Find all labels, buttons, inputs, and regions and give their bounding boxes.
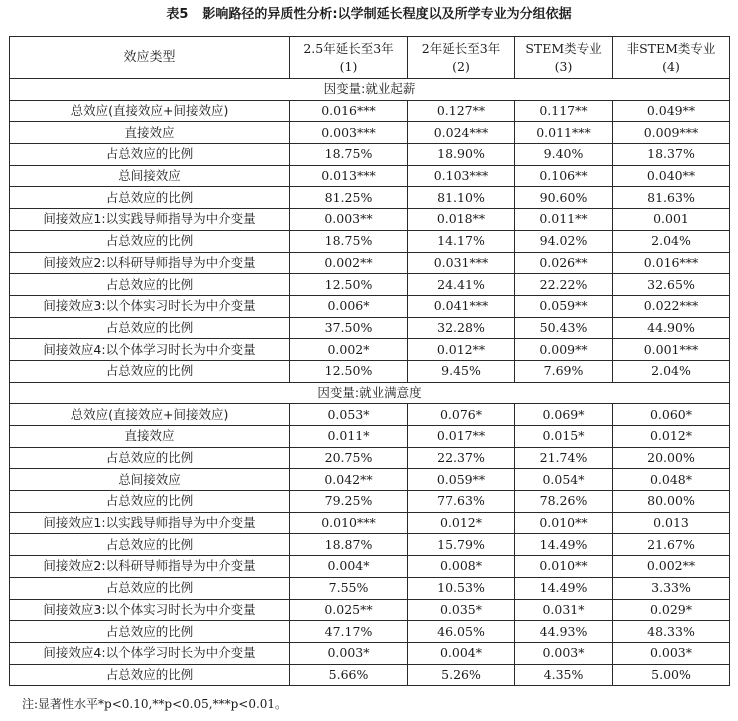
- value-cell: 0.016***: [290, 100, 408, 122]
- value-cell: 18.87%: [290, 534, 408, 556]
- value-cell: 0.006*: [290, 295, 408, 317]
- column-header-title: STEM类专业: [525, 40, 602, 56]
- value-cell: 78.26%: [515, 491, 613, 513]
- value-cell: 0.004*: [408, 642, 515, 664]
- value-cell: 18.75%: [290, 230, 408, 252]
- value-cell: 0.003**: [290, 209, 408, 231]
- value-cell: 0.076*: [408, 404, 515, 426]
- row-label: 间接效应3:以个体实习时长为中介变量: [10, 295, 290, 317]
- value-cell: 0.069*: [515, 404, 613, 426]
- value-cell: 0.060*: [613, 404, 730, 426]
- value-cell: 0.002*: [290, 339, 408, 361]
- value-cell: 37.50%: [290, 317, 408, 339]
- value-cell: 0.106**: [515, 165, 613, 187]
- value-cell: 0.048*: [613, 469, 730, 491]
- row-label: 占总效应的比例: [10, 360, 290, 382]
- value-cell: 18.37%: [613, 144, 730, 166]
- value-cell: 0.012*: [408, 512, 515, 534]
- value-cell: 44.90%: [613, 317, 730, 339]
- table-row: [10, 317, 730, 339]
- table-row: [10, 556, 730, 578]
- column-header-index: (4): [662, 58, 680, 74]
- column-header-index: (2): [452, 58, 470, 74]
- value-cell: 0.003*: [515, 642, 613, 664]
- value-cell: 5.66%: [290, 664, 408, 686]
- row-label: 总间接效应: [10, 469, 290, 491]
- table-row: [10, 339, 730, 361]
- column-header-2: [408, 37, 515, 79]
- value-cell: 94.02%: [515, 230, 613, 252]
- value-cell: 20.75%: [290, 447, 408, 469]
- value-cell: 0.026**: [515, 252, 613, 274]
- section-title: 因变量:就业起薪: [10, 79, 730, 101]
- row-label: 间接效应4:以个体学习时长为中介变量: [10, 642, 290, 664]
- table-row: [10, 599, 730, 621]
- value-cell: 0.018**: [408, 209, 515, 231]
- value-cell: 0.041***: [408, 295, 515, 317]
- value-cell: 0.042**: [290, 469, 408, 491]
- value-cell: 14.49%: [515, 577, 613, 599]
- row-label: 占总效应的比例: [10, 491, 290, 513]
- table-number: 表5: [166, 7, 189, 22]
- value-cell: 46.05%: [408, 621, 515, 643]
- table-row: [10, 274, 730, 296]
- table-row: [10, 230, 730, 252]
- column-header-index: (3): [554, 58, 573, 74]
- value-cell: 0.008*: [408, 556, 515, 578]
- value-cell: 0.003*: [290, 642, 408, 664]
- value-cell: 0.010**: [515, 512, 613, 534]
- value-cell: 0.040**: [613, 165, 730, 187]
- value-cell: 10.53%: [408, 577, 515, 599]
- row-label: 占总效应的比例: [10, 577, 290, 599]
- value-cell: 32.65%: [613, 274, 730, 296]
- row-label: 占总效应的比例: [10, 621, 290, 643]
- value-cell: 0.017**: [408, 426, 515, 448]
- value-cell: 20.00%: [613, 447, 730, 469]
- value-cell: 0.003*: [613, 642, 730, 664]
- row-label: 总间接效应: [10, 165, 290, 187]
- value-cell: 5.00%: [613, 664, 730, 686]
- table-row: [10, 122, 730, 144]
- significance-note: 注:显著性水平*p<0.10,**p<0.05,***p<0.01。: [22, 697, 288, 711]
- value-cell: 0.013: [613, 512, 730, 534]
- value-cell: 5.26%: [408, 664, 515, 686]
- value-cell: 14.17%: [408, 230, 515, 252]
- value-cell: 0.012**: [408, 339, 515, 361]
- table-row: [10, 404, 730, 426]
- value-cell: 22.22%: [515, 274, 613, 296]
- row-label: 直接效应: [10, 426, 290, 448]
- row-label: 直接效应: [10, 122, 290, 144]
- value-cell: 0.024***: [408, 122, 515, 144]
- value-cell: 77.63%: [408, 491, 515, 513]
- value-cell: 0.054*: [515, 469, 613, 491]
- row-label: 占总效应的比例: [10, 534, 290, 556]
- value-cell: 12.50%: [290, 274, 408, 296]
- value-cell: 0.117**: [515, 100, 613, 122]
- row-label: 间接效应4:以个体学习时长为中介变量: [10, 339, 290, 361]
- section-row: [10, 79, 730, 101]
- table-row: [10, 534, 730, 556]
- value-cell: 7.55%: [290, 577, 408, 599]
- column-header-title: 2.5年延长至3年: [303, 40, 394, 56]
- table-row: [10, 165, 730, 187]
- value-cell: 0.001***: [613, 339, 730, 361]
- value-cell: 4.35%: [515, 664, 613, 686]
- table-row: [10, 100, 730, 122]
- table-row: [10, 577, 730, 599]
- value-cell: 3.33%: [613, 577, 730, 599]
- value-cell: 0.012*: [613, 426, 730, 448]
- value-cell: 0.001: [613, 209, 730, 231]
- column-header-1: [290, 37, 408, 79]
- value-cell: 0.053*: [290, 404, 408, 426]
- value-cell: 44.93%: [515, 621, 613, 643]
- row-label: 间接效应3:以个体实习时长为中介变量: [10, 599, 290, 621]
- value-cell: 0.049**: [613, 100, 730, 122]
- table-row: [10, 491, 730, 513]
- value-cell: 0.011***: [515, 122, 613, 144]
- table-row: [10, 621, 730, 643]
- row-label: 占总效应的比例: [10, 144, 290, 166]
- value-cell: 0.010**: [515, 556, 613, 578]
- value-cell: 0.011*: [290, 426, 408, 448]
- table-row: [10, 360, 730, 382]
- row-label: 间接效应2:以科研导师指导为中介变量: [10, 252, 290, 274]
- value-cell: 9.45%: [408, 360, 515, 382]
- value-cell: 12.50%: [290, 360, 408, 382]
- value-cell: 81.25%: [290, 187, 408, 209]
- row-label: 占总效应的比例: [10, 274, 290, 296]
- row-label: 总效应(直接效应+间接效应): [10, 404, 290, 426]
- value-cell: 0.002**: [290, 252, 408, 274]
- column-header-3: [515, 37, 613, 79]
- table-row: [10, 295, 730, 317]
- value-cell: 0.013***: [290, 165, 408, 187]
- section-row: [10, 382, 730, 404]
- row-label: 占总效应的比例: [10, 187, 290, 209]
- row-label: 占总效应的比例: [10, 317, 290, 339]
- column-header-title: 2年延长至3年: [421, 40, 501, 56]
- value-cell: 0.010***: [290, 512, 408, 534]
- column-header-effect-type: 效应类型: [10, 37, 290, 79]
- table-row: [10, 512, 730, 534]
- value-cell: 0.059**: [408, 469, 515, 491]
- value-cell: 50.43%: [515, 317, 613, 339]
- results-table: [9, 36, 730, 686]
- value-cell: 0.015*: [515, 426, 613, 448]
- value-cell: 0.016***: [613, 252, 730, 274]
- column-header-index: (1): [339, 58, 358, 74]
- value-cell: 32.28%: [408, 317, 515, 339]
- value-cell: 2.04%: [613, 360, 730, 382]
- value-cell: 0.031***: [408, 252, 515, 274]
- value-cell: 79.25%: [290, 491, 408, 513]
- column-header-title: 非STEM类专业: [626, 40, 716, 56]
- section-title: 因变量:就业满意度: [10, 382, 730, 404]
- value-cell: 0.011**: [515, 209, 613, 231]
- table-row: [10, 447, 730, 469]
- table-row: [10, 252, 730, 274]
- row-label: 占总效应的比例: [10, 230, 290, 252]
- value-cell: 0.031*: [515, 599, 613, 621]
- header-row: [10, 37, 730, 79]
- value-cell: 15.79%: [408, 534, 515, 556]
- value-cell: 81.10%: [408, 187, 515, 209]
- column-header-4: [613, 37, 730, 79]
- table-row: [10, 209, 730, 231]
- value-cell: 21.67%: [613, 534, 730, 556]
- value-cell: 48.33%: [613, 621, 730, 643]
- value-cell: 22.37%: [408, 447, 515, 469]
- value-cell: 21.74%: [515, 447, 613, 469]
- value-cell: 0.103***: [408, 165, 515, 187]
- table-row: [10, 426, 730, 448]
- value-cell: 18.75%: [290, 144, 408, 166]
- value-cell: 0.029*: [613, 599, 730, 621]
- table-body: [10, 79, 730, 686]
- value-cell: 7.69%: [515, 360, 613, 382]
- table-title: 影响路径的异质性分析:以学制延长程度以及所学专业为分组依据: [202, 7, 572, 22]
- value-cell: 0.003***: [290, 122, 408, 144]
- table-row: [10, 642, 730, 664]
- value-cell: 0.002**: [613, 556, 730, 578]
- value-cell: 2.04%: [613, 230, 730, 252]
- table-row: [10, 664, 730, 686]
- value-cell: 80.00%: [613, 491, 730, 513]
- table-row: [10, 469, 730, 491]
- value-cell: 47.17%: [290, 621, 408, 643]
- value-cell: 0.009***: [613, 122, 730, 144]
- value-cell: 14.49%: [515, 534, 613, 556]
- value-cell: 0.025**: [290, 599, 408, 621]
- value-cell: 24.41%: [408, 274, 515, 296]
- value-cell: 0.004*: [290, 556, 408, 578]
- value-cell: 0.022***: [613, 295, 730, 317]
- row-label: 占总效应的比例: [10, 664, 290, 686]
- row-label: 总效应(直接效应+间接效应): [10, 100, 290, 122]
- value-cell: 9.40%: [515, 144, 613, 166]
- value-cell: 90.60%: [515, 187, 613, 209]
- value-cell: 0.127**: [408, 100, 515, 122]
- value-cell: 0.035*: [408, 599, 515, 621]
- row-label: 间接效应1:以实践导师指导为中介变量: [10, 512, 290, 534]
- value-cell: 0.059**: [515, 295, 613, 317]
- table-row: [10, 144, 730, 166]
- row-label: 占总效应的比例: [10, 447, 290, 469]
- value-cell: 81.63%: [613, 187, 730, 209]
- table-caption: [0, 6, 738, 24]
- table-row: [10, 187, 730, 209]
- value-cell: 18.90%: [408, 144, 515, 166]
- row-label: 间接效应1:以实践导师指导为中介变量: [10, 209, 290, 231]
- value-cell: 0.009**: [515, 339, 613, 361]
- row-label: 间接效应2:以科研导师指导为中介变量: [10, 556, 290, 578]
